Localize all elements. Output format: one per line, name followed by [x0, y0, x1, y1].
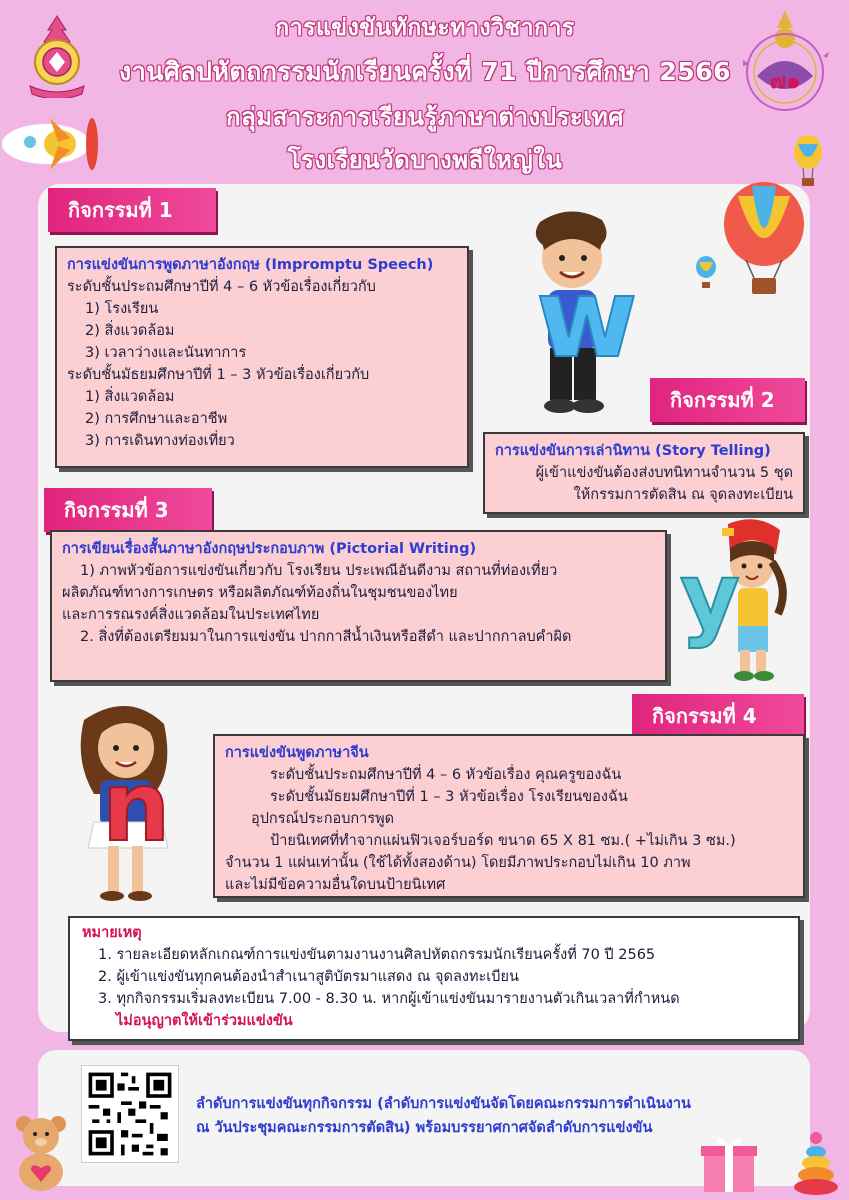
- header-title-line2: งานศิลปหัตถกรรมนักเรียนครั้งที่ 71 ปีการศึกษา 2566: [119, 57, 731, 86]
- note-item: 3. ทุกกิจกรรมเริ่มลงทะเบียน 7.00 - 8.30 น. หากผู้เข้าแข่งขันมารายงานตัวเกินเวลาที่กำหนด: [98, 991, 680, 1007]
- anniversary-number: ๗๑: [769, 69, 801, 94]
- activity1-line: 3) การเดินทางท่องเที่ยว: [85, 433, 235, 449]
- footer-line2: ณ วันประชุมคณะกรรมการตัดสิน) พร้อมบรรยาศกาศจัดลำดับการแข่งขัน: [196, 1120, 653, 1136]
- activity3-banner-label: กิจกรรมที่ 3: [64, 498, 169, 522]
- header-title-line3: กลุ่มสาระการเรียนรู้ภาษาต่างประเทศ: [226, 103, 624, 131]
- header-title-line1: การแข่งขันทักษะทางวิชาการ: [275, 15, 575, 41]
- activity4-line: ป้ายนิเทศที่ทำจากแผ่นฟิวเจอร์บอร์ด ขนาด 65 X 81 ซม.( +ไม่เกิน 3 ซม.): [270, 833, 736, 849]
- activity4-heading: การแข่งขันพูดภาษาจีน: [225, 745, 369, 761]
- activity4-line: อุปกรณ์ประกอบการพูด: [251, 811, 395, 827]
- activity1-line: 3) เวลาว่างและนันทาการ: [85, 345, 247, 361]
- activity1-line: 1) โรงเรียน: [85, 301, 159, 317]
- tiny-balloon-icon: [694, 256, 718, 290]
- activity1-banner-label: กิจกรรมที่ 1: [68, 198, 173, 222]
- boy-with-letter-w-image: [500, 206, 650, 421]
- activity2-box: [483, 432, 805, 514]
- activity4-line: ระดับชั้นประถมศึกษาปีที่ 4 – 6 หัวข้อเรื่อง คุณครูของฉัน: [270, 767, 622, 783]
- activity1-line: 1) สิ่งแวดล้อม: [85, 389, 175, 405]
- note-item: 1. รายละเอียดหลักเกณฑ์การแข่งขันตามงานงานศิลปหัตถกรรมนักเรียนครั้งที่ 70 ปี 2565: [98, 947, 656, 963]
- teddy-bear-icon: [10, 1112, 72, 1192]
- girl-with-letter-y-image: [680, 518, 800, 686]
- activity3-line: 2. สิ่งที่ต้องเตรียมมาในการแข่งขัน ปากกาสีน้ำเงินหรือสีดำ และปากกาลบคำผิด: [80, 629, 572, 645]
- activity1-box: [55, 246, 469, 468]
- activity3-banner: [44, 488, 212, 532]
- qr-code-icon[interactable]: [82, 1066, 178, 1162]
- note-box: [68, 916, 800, 1041]
- activity2-heading: การแข่งขันการเล่านิทาน (Story Telling): [495, 443, 771, 459]
- girl-with-letter-n-image: [54, 700, 204, 908]
- activity3-line: และการรณรงค์สิ่งแวดล้อมในประเทศไทย: [62, 607, 320, 623]
- note-item: 2. ผู้เข้าแข่งขันทุกคนต้องนำสำเนาสูติบัตรมาแสดง ณ จุดลงทะเบียน: [98, 969, 519, 985]
- activity2-banner: [650, 378, 805, 422]
- stacking-rings-toy-icon: [790, 1130, 842, 1196]
- note-warning: ไม่อนุญาตให้เข้าร่วมแข่งขัน: [116, 1013, 293, 1029]
- school-logo-icon: [22, 12, 92, 98]
- activity2-line: ผู้เข้าแข่งขันต้องส่งบทนิทานจำนวน 5 ชุด: [535, 465, 793, 481]
- activity4-line: ระดับชั้นมัธยมศึกษาปีที่ 1 – 3 หัวข้อเรื่อง โรงเรียนของฉัน: [270, 789, 628, 805]
- activity1-line: ระดับชั้นประถมศึกษาปีที่ 4 – 6 หัวข้อเรื่องเกี่ยวกับ: [67, 279, 376, 295]
- letter-w: w: [536, 254, 638, 382]
- activity3-heading: การเขียนเรื่องสั้นภาษาอังกฤษประกอบภาพ (Pictorial Writing): [62, 541, 477, 557]
- activity1-banner: [48, 188, 216, 232]
- activity2-banner-label: กิจกรรมที่ 2: [670, 388, 775, 412]
- activity4-banner: [632, 694, 804, 738]
- activity2-line: ให้กรรมการตัดสิน ณ จุดลงทะเบียน: [573, 487, 793, 503]
- activity4-banner-label: กิจกรรมที่ 4: [652, 704, 757, 728]
- activity3-box: [50, 530, 667, 682]
- activity1-line: 2) การศึกษาและอาชีพ: [85, 411, 228, 427]
- activity4-line: และไม่มีข้อความอื่นใดบนป้ายนิเทศ: [225, 877, 446, 893]
- activity4-box: [213, 734, 805, 898]
- airplane-icon: [0, 98, 100, 180]
- activity1-line: 2) สิ่งแวดล้อม: [85, 323, 175, 339]
- gift-box-icon: [698, 1130, 760, 1194]
- activity3-line: ผลิตภัณฑ์ทางการเกษตร หรือผลิตภัณฑ์ท้องถิ่นในชุมชนของไทย: [62, 585, 458, 601]
- activity1-line: ระดับชั้นมัธยมศึกษาปีที่ 1 – 3 หัวข้อเรื่องเกี่ยวกับ: [67, 367, 370, 383]
- activity1-heading: การแข่งขันการพูดภาษาอังกฤษ (Impromptu Speech): [67, 257, 434, 273]
- letter-n: n: [102, 751, 171, 863]
- hot-air-balloon-icon: [718, 180, 810, 304]
- note-title: หมายเหตุ: [82, 925, 142, 941]
- letter-y: y: [680, 543, 740, 650]
- footer-line1: ลำดับการแข่งขันทุกกิจกรรม (ลำดับการแข่งขันจัดโดยคณะกรรมการดำเนินงาน: [196, 1096, 691, 1112]
- anniversary-logo-icon: [735, 6, 835, 118]
- activity3-line: 1) ภาพหัวข้อการแข่งขันเกี่ยวกับ โรงเรียน ประเพณีอันดีงาม สถานที่ท่องเที่ยว: [80, 563, 558, 579]
- activity4-line: จำนวน 1 แผ่นเท่านั้น (ใช้ได้ทั้งสองด้าน) โดยมีภาพประกอบไม่เกิน 10 ภาพ: [225, 855, 691, 871]
- header-title-line4: โรงเรียนวัดบางพลีใหญ่ใน: [287, 146, 563, 174]
